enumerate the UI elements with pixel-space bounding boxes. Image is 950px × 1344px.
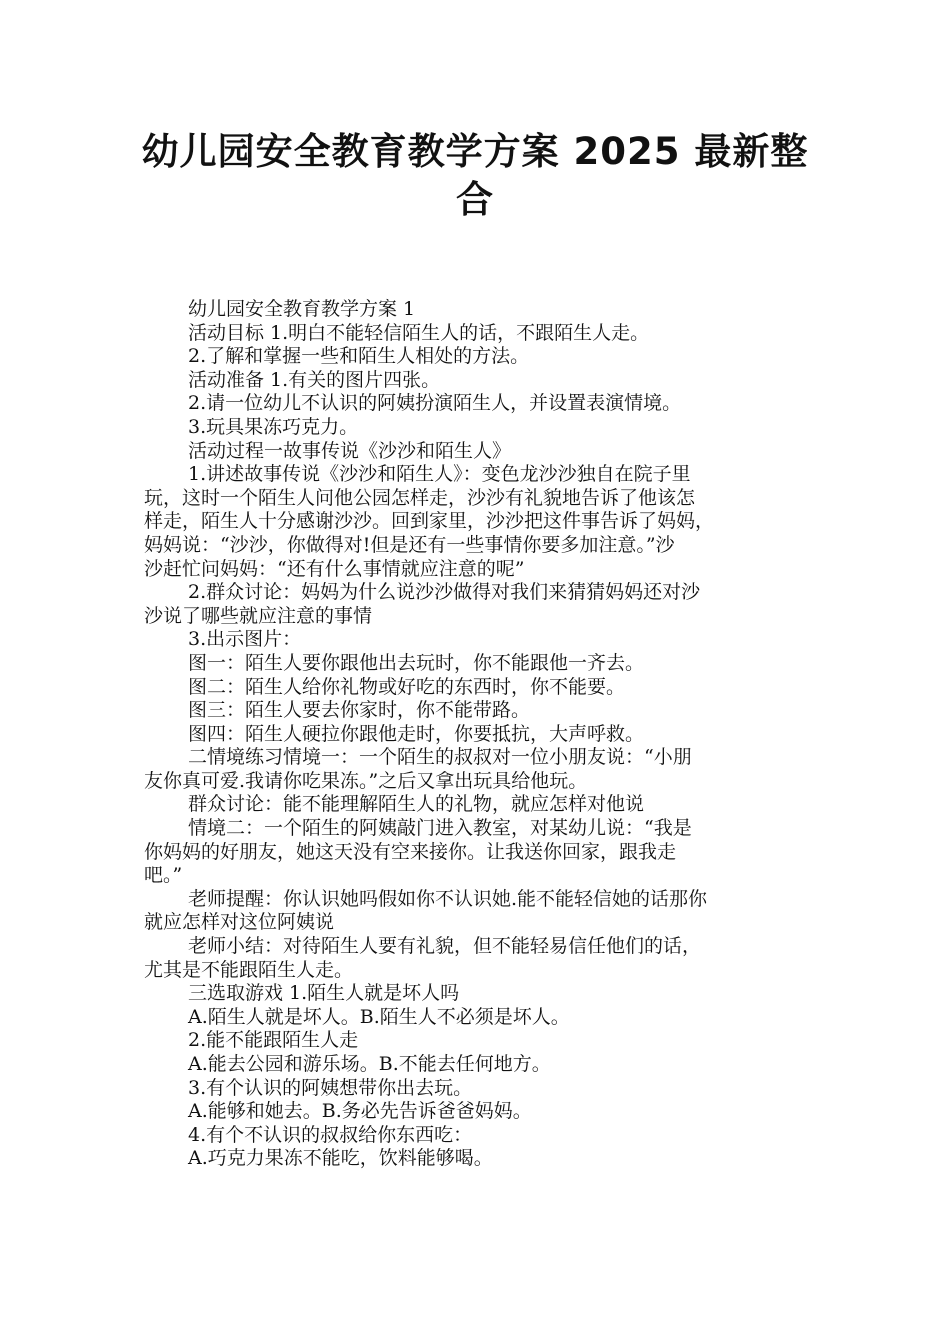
- title-line-1: 幼儿园安全教育教学方案 2025 最新整: [141, 130, 809, 173]
- paragraph-continuation-line: 尤其是不能跟陌生人走。: [144, 958, 354, 981]
- paragraph-line: 2.能不能跟陌生人走: [188, 1029, 359, 1052]
- paragraph-line: 2.了解和掌握一些和陌生人相处的方法。: [188, 345, 530, 368]
- paragraph-continuation-line: 妈妈说：“沙沙，你做得对!但是还有一些事情你要多加注意。”沙: [144, 533, 675, 556]
- paragraph-line: 活动过程一故事传说《沙沙和陌生人》: [188, 439, 512, 462]
- paragraph-line: A.巧克力果冻不能吃，饮料能够喝。: [188, 1147, 493, 1170]
- paragraph-line: 情境二：一个陌生的阿姨敲门进入教室，对某幼儿说：“我是: [188, 817, 692, 840]
- paragraph-continuation-line: 沙赶忙问妈妈：“还有什么事情就应注意的呢”: [144, 557, 525, 580]
- paragraph-continuation-line: 你妈妈的好朋友，她这天没有空来接你。让我送你回家，跟我走: [144, 840, 677, 863]
- paragraph-line: 图二：陌生人给你礼物或好吃的东西时，你不能要。: [188, 675, 626, 698]
- paragraph-line: 活动目标 1.明白不能轻信陌生人的话，不跟陌生人走。: [188, 321, 650, 344]
- document-body: [144, 298, 812, 1171]
- paragraph-continuation-line: 沙说了哪些就应注意的事情: [144, 604, 373, 627]
- paragraph-line: A.能去公园和游乐场。B.不能去任何地方。: [188, 1053, 551, 1075]
- paragraph-continuation-line: 友你真可爱.我请你吃果冻。”之后又拿出玩具给他玩。: [144, 769, 588, 792]
- paragraph-line: 三选取游戏 1.陌生人就是坏人吗: [188, 982, 460, 1005]
- paragraph-line: 二情境练习情境一：一个陌生的叔叔对一位小朋友说：“小朋: [188, 746, 692, 769]
- paragraph-line: 活动准备 1.有关的图片四张。: [188, 368, 441, 391]
- paragraph-continuation-line: 样走，陌生人十分感谢沙沙。回到家里，沙沙把这件事告诉了妈妈，: [144, 510, 715, 533]
- paragraph-line: 老师提醒：你认识她吗假如你不认识她.能不能轻信她的话那你: [188, 887, 708, 910]
- paragraph-line: 1.讲述故事传说《沙沙和陌生人》：变色龙沙沙独自在院子里: [188, 463, 691, 486]
- paragraph-line: 群众讨论：能不能理解陌生人的礼物，就应怎样对他说: [188, 793, 645, 816]
- title-line-2: 合: [456, 178, 494, 221]
- paragraph-line: 4.有个不认识的叔叔给你东西吃：: [188, 1123, 473, 1146]
- paragraph-line: A.能够和她去。B.务必先告诉爸爸妈妈。: [188, 1100, 532, 1123]
- paragraph-line: 老师小结：对待陌生人要有礼貌，但不能轻易信任他们的话，: [188, 935, 702, 958]
- document-title: [110, 128, 840, 224]
- paragraph-line: 3.出示图片：: [188, 628, 302, 651]
- paragraph-line: 图三：陌生人要去你家时，你不能带路。: [188, 699, 531, 722]
- paragraph-line: 2.请一位幼儿不认识的阿姨扮演陌生人，并设置表演情境。: [188, 392, 682, 415]
- paragraph-continuation-line: 吧。”: [144, 864, 183, 887]
- paragraph-line: 图四：陌生人硬拉你跟他走时，你要抵抗，大声呼救。: [188, 722, 645, 745]
- paragraph-line: A.陌生人就是坏人。B.陌生人不必须是坏人。: [188, 1005, 570, 1028]
- paragraph-line: 2.群众讨论：妈妈为什么说沙沙做得对我们来猜猜妈妈还对沙: [188, 581, 701, 604]
- paragraph-continuation-line: 玩，这时一个陌生人问他公园怎样走，沙沙有礼貌地告诉了他该怎: [144, 486, 696, 509]
- paragraph-line: 3.玩具果冻巧克力。: [188, 415, 359, 438]
- paragraph-line: 幼儿园安全教育教学方案 1: [188, 298, 416, 320]
- paragraph-line: 3.有个认识的阿姨想带你出去玩。: [188, 1076, 473, 1099]
- paragraph-continuation-line: 就应怎样对这位阿姨说: [144, 911, 335, 934]
- paragraph-line: 图一：陌生人要你跟他出去玩时，你不能跟他一齐去。: [188, 651, 645, 674]
